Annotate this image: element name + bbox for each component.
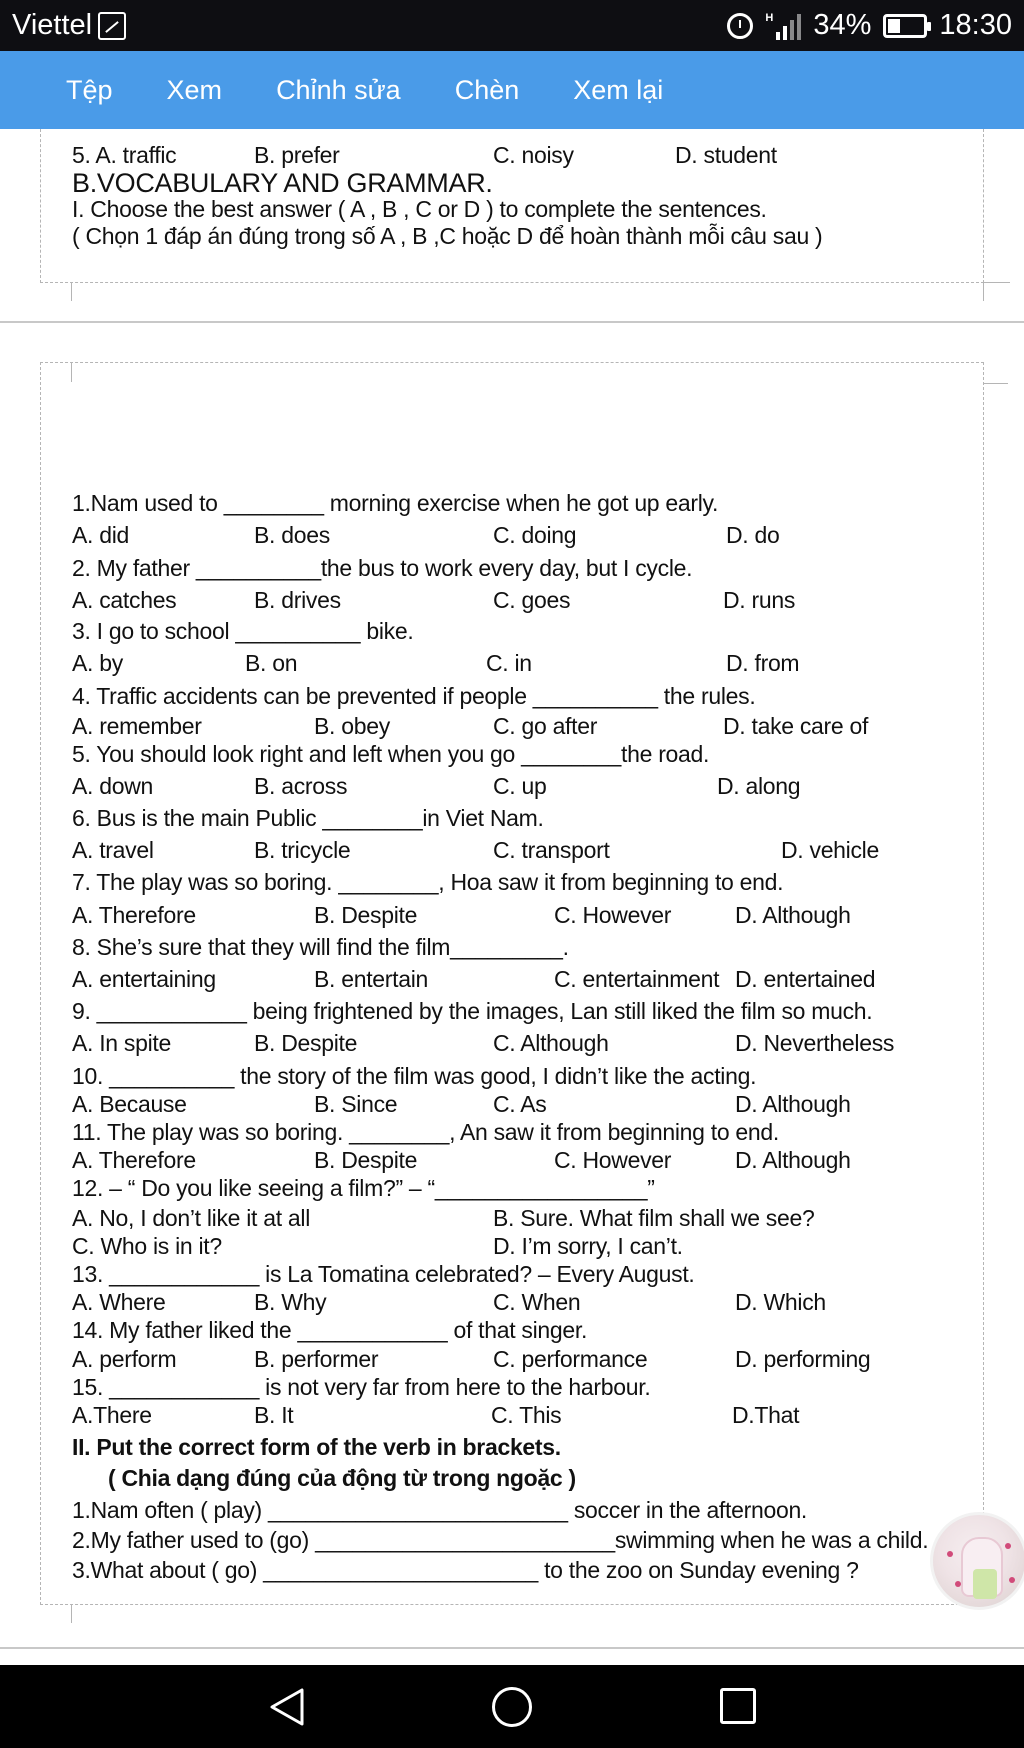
option-c: C. However [554, 902, 672, 928]
clock: 18:30 [939, 9, 1012, 41]
question-5: 5. You should look right and left when you go ________the road. [72, 741, 710, 767]
option-c: C. up [493, 773, 547, 799]
option-c: C. However [554, 1147, 672, 1173]
question-8: 8. She’s sure that they will find the film_________. [72, 934, 569, 960]
section-b-heading: B.VOCABULARY AND GRAMMAR. [72, 168, 493, 198]
option-a: A. by [72, 650, 123, 676]
menu-bar [0, 51, 1024, 129]
option-b: B. across [254, 773, 348, 799]
option-d: D. performing [735, 1346, 871, 1372]
menu-insert[interactable]: Chèn [454, 74, 520, 105]
option-b: B. obey [314, 713, 390, 739]
navigation-bar [0, 1665, 1024, 1748]
question-6: 6. Bus is the main Public ________in Viet Nam. [72, 805, 544, 831]
option-c: C. This [491, 1402, 562, 1428]
status-bar [0, 0, 1024, 51]
option-d: D.That [732, 1402, 800, 1428]
prev-question-options [72, 141, 992, 169]
option-d: D. do [726, 522, 780, 548]
option-c: C. noisy [493, 142, 574, 168]
question-9-options [72, 1029, 992, 1057]
option-b: B. drives [254, 587, 341, 613]
option-b: B. Despite [254, 1030, 358, 1056]
option-d: D. along [717, 773, 801, 799]
option-a: A. Because [72, 1091, 187, 1117]
option-d: D. vehicle [781, 837, 879, 863]
option-a: A. travel [72, 837, 154, 863]
question-10: 10. __________ the story of the film was good, I didn’t like the acting. [72, 1063, 757, 1089]
question-3-options [72, 649, 992, 677]
instruction-vi: ( Chọn 1 đáp án đúng trong số A , B ,C hoặc D để hoàn thành mỗi câu sau ) [72, 223, 823, 249]
option-a: A. catches [72, 587, 177, 613]
home-icon[interactable] [492, 1687, 532, 1727]
option-a: 5. A. traffic [72, 142, 177, 168]
question-7: 7. The play was so boring. ________, Hoa saw it from beginning to end. [72, 869, 784, 895]
screenshot-icon [98, 12, 126, 40]
option-c: C. entertainment [554, 966, 720, 992]
option-c: C. in [486, 650, 532, 676]
carrier-name: Viettel [12, 9, 93, 41]
part-2-subtitle: ( Chia dạng đúng của động từ trong ngoặc ) [108, 1465, 576, 1491]
battery-percent: 34% [813, 9, 872, 41]
question-14-options [72, 1345, 992, 1373]
recent-apps-icon[interactable] [720, 1688, 756, 1724]
option-d: D. runs [723, 587, 796, 613]
page-corner [984, 382, 1008, 384]
option-d: D. take care of [723, 713, 869, 739]
option-b: B. tricycle [254, 837, 351, 863]
option-c: C. goes [493, 587, 571, 613]
option-a: A. Therefore [72, 1147, 196, 1173]
option-c: C. Although [493, 1030, 609, 1056]
menu-file[interactable]: Tệp [66, 74, 113, 105]
option-b: B. Since [314, 1091, 398, 1117]
page-corner [982, 283, 984, 301]
question-10-options [72, 1090, 992, 1118]
option-b: B. prefer [254, 142, 340, 168]
question-11-options [72, 1146, 992, 1174]
alarm-icon [727, 13, 753, 39]
option-a: A. did [72, 522, 130, 548]
option-c: C. Who is in it? [72, 1233, 222, 1259]
question-7-options [72, 901, 992, 929]
option-d: D. Although [735, 902, 851, 928]
option-b: B. It [254, 1402, 294, 1428]
option-a: A. In spite [72, 1030, 171, 1056]
back-icon[interactable] [268, 1688, 306, 1726]
menu-review[interactable]: Xem lại [573, 74, 664, 105]
option-c: C. performance [493, 1346, 648, 1372]
page-corner [40, 362, 72, 382]
question-3: 3. I go to school __________ bike. [72, 618, 414, 644]
question-15-options [72, 1401, 992, 1429]
signal-icon [765, 12, 801, 40]
question-2: 2. My father __________the bus to work every day, but I cycle. [72, 555, 693, 581]
option-a: A. remember [72, 713, 202, 739]
carrier [12, 9, 126, 42]
question-15: 15. ____________ is not very far from here to the harbour. [72, 1374, 651, 1400]
option-c: C. transport [493, 837, 610, 863]
option-c: C. When [493, 1289, 581, 1315]
option-c: C. go after [493, 713, 598, 739]
menu-view[interactable]: Xem [166, 74, 223, 105]
option-b: B. performer [254, 1346, 379, 1372]
question-13-options [72, 1288, 992, 1316]
option-b: B. Sure. What film shall we see? [493, 1205, 815, 1231]
question-12-options [72, 1204, 992, 1232]
option-b: B. on [245, 650, 298, 676]
question-12: 12. – “ Do you like seeing a film?” – “_________________” [72, 1175, 655, 1201]
sticker-bubble-icon[interactable] [930, 1512, 1024, 1610]
option-d: D. Which [735, 1289, 826, 1315]
question-12-options [72, 1232, 992, 1260]
page-corner [984, 275, 1010, 283]
question-9: 9. ____________ being frightened by the images, Lan still liked the film so much. [72, 998, 873, 1024]
option-a: A. down [72, 773, 154, 799]
page-separator [0, 321, 1024, 323]
option-c: C. doing [493, 522, 577, 548]
question-8-options [72, 965, 992, 993]
option-b: B. Why [254, 1289, 327, 1315]
question-1: 1.Nam used to ________ morning exercise when he got up early. [72, 490, 719, 516]
option-b: B. does [254, 522, 330, 548]
option-d: D. I’m sorry, I can’t. [493, 1233, 683, 1259]
question-6-options [72, 836, 992, 864]
option-c: C. As [493, 1091, 547, 1117]
option-d: D. Although [735, 1147, 851, 1173]
option-b: B. Despite [314, 1147, 418, 1173]
option-d: D. Although [735, 1091, 851, 1117]
option-d: D. from [726, 650, 800, 676]
option-d: D. student [675, 142, 777, 168]
page-corner [40, 1605, 72, 1623]
option-a: A. entertaining [72, 966, 216, 992]
option-b: B. entertain [314, 966, 429, 992]
option-a: A.There [72, 1402, 152, 1428]
page-separator [0, 1647, 1024, 1649]
option-a: A. Where [72, 1289, 166, 1315]
option-d: D. Nevertheless [735, 1030, 895, 1056]
question-2-options [72, 586, 992, 614]
question-4-options [72, 712, 992, 740]
verb-item-3: 3.What about ( go) ______________________ to the zoo on Sunday evening ? [72, 1557, 859, 1583]
menu-edit[interactable]: Chỉnh sửa [276, 74, 401, 105]
battery-icon [883, 14, 927, 38]
option-a: A. perform [72, 1346, 177, 1372]
network-type: H [765, 11, 774, 24]
question-11: 11. The play was so boring. ________, An saw it from beginning to end. [72, 1119, 779, 1145]
part-2-title: II. Put the correct form of the verb in brackets. [72, 1434, 561, 1460]
question-5-options [72, 772, 992, 800]
option-a: A. Therefore [72, 902, 196, 928]
option-d: D. entertained [735, 966, 876, 992]
question-13: 13. ____________ is La Tomatina celebrated? – Every August. [72, 1261, 695, 1287]
page-corner [40, 283, 72, 301]
question-14: 14. My father liked the ____________ of that singer. [72, 1317, 588, 1343]
document-view[interactable] [0, 129, 1024, 1665]
question-4: 4. Traffic accidents can be prevented if people __________ the rules. [72, 683, 756, 709]
verb-item-1: 1.Nam often ( play) ________________________ soccer in the afternoon. [72, 1497, 808, 1523]
battery-fill [888, 19, 900, 33]
option-a: A. No, I don’t like it at all [72, 1205, 311, 1231]
question-1-options [72, 521, 992, 549]
instruction-en: I. Choose the best answer ( A , B , C or D ) to complete the sentences. [72, 196, 767, 222]
verb-item-2: 2.My father used to (go) ________________________swimming when he was a child. [72, 1527, 929, 1553]
option-b: B. Despite [314, 902, 418, 928]
